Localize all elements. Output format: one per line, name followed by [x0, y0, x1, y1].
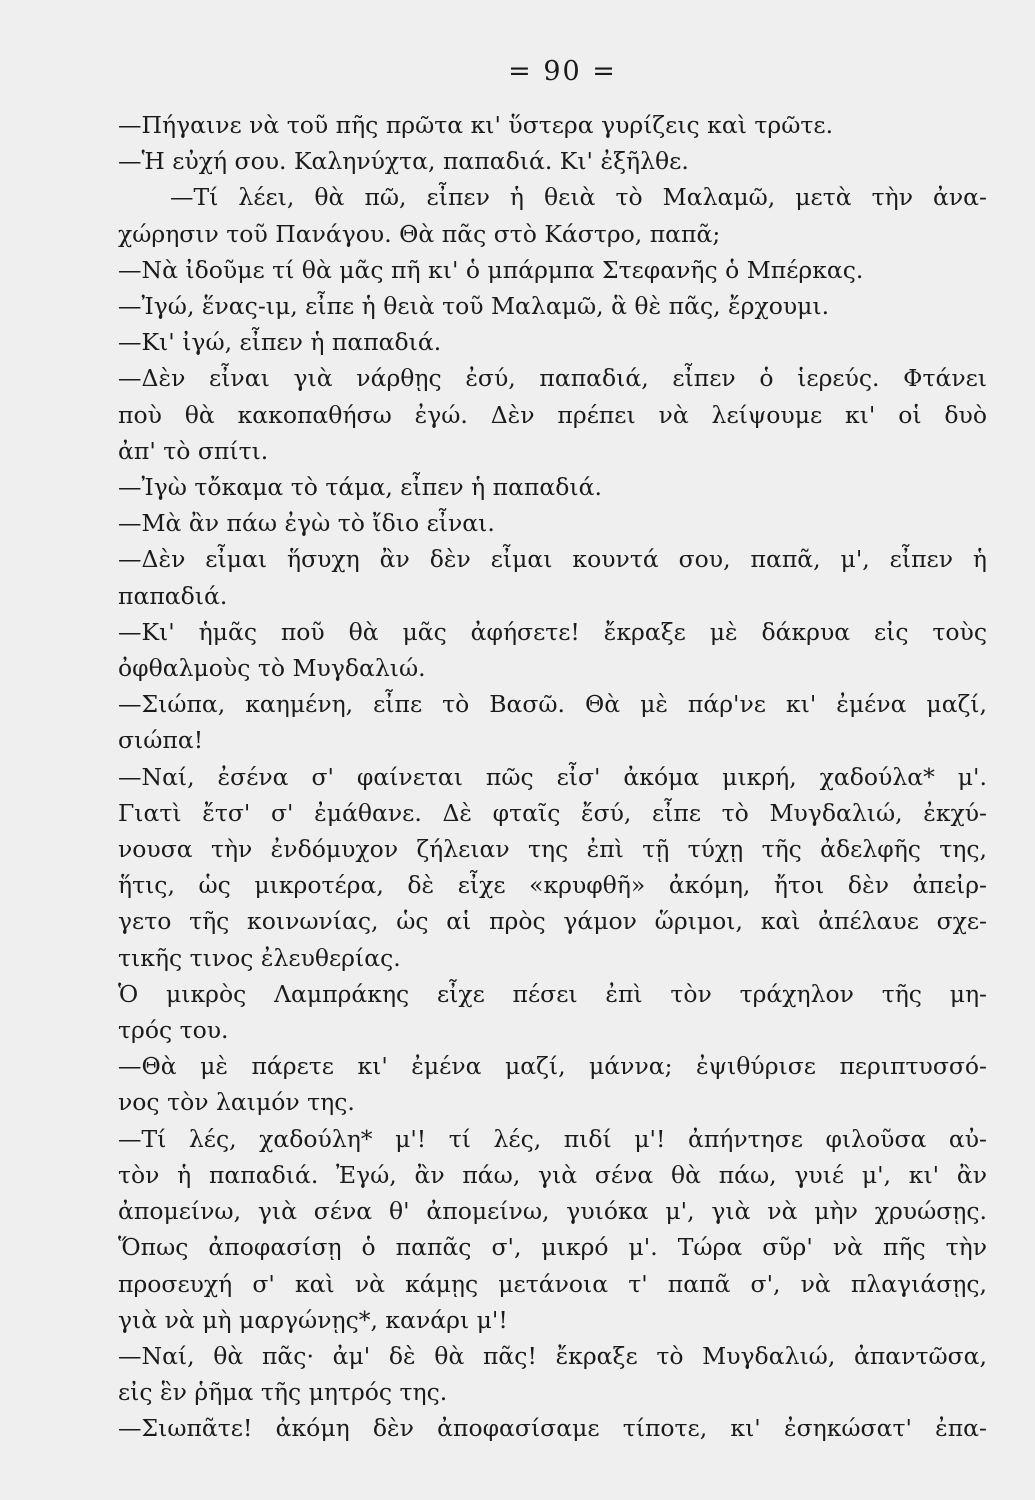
text-line: —Σιώπα, καημένη, εἶπε τὸ Βασῶ. Θὰ μὲ πάρ'νε κι' ἐμένα μαζί, [118, 690, 987, 719]
text-line: —Νὰ ἰδοῦμε τί θὰ μᾶς πῆ κι' ὁ μπάρμπα Στεφανῆς ὁ Μπέρκας. [118, 255, 864, 284]
text-line: —Ναί, ἐσένα σ' φαίνεται πῶς εἶσ' ἀκόμα μικρή, χαδούλα* μ'. [118, 762, 987, 791]
text-line: —Κι' ἡμᾶς ποῦ θὰ μᾶς ἀφήσετε! ἔκραξε μὲ δάκρυα εἰς τοὺς [118, 617, 987, 646]
text-line: —Ἡ εὐχή σου. Καληνύχτα, παπαδιά. Κι' ἐξῆλθε. [118, 147, 689, 176]
text-line: γετο τῆς κοινωνίας, ὡς αἱ πρὸς γάμον ὥριμοι, καὶ ἀπέλαυε σχε- [118, 907, 987, 936]
text-line: προσευχή σ' καὶ νὰ κάμῃς μετάνοια τ' παπᾶ σ', νὰ πλαγιάσῃς, [118, 1269, 987, 1298]
text-line: νουσα τὴν ἐνδόμυχον ζήλειαν της ἐπὶ τῇ τύχῃ τῆς ἀδελφῆς της, [118, 835, 987, 864]
body-text [118, 107, 987, 1447]
text-line: —Πήγαινε νὰ τοῦ πῆς πρῶτα κι' ὕστερα γυρίζεις καὶ τρῶτε. [118, 111, 834, 139]
page-number: = 90 = [508, 56, 617, 87]
text-line: ποὺ θὰ κακοπαθήσω ἐγώ. Δὲν πρέπει νὰ λείψουμε κι' οἱ δυὸ [118, 400, 987, 429]
text-line: ἥτις, ὡς μικροτέρα, δὲ εἶχε «κρυφθῆ» ἀκόμη, ἤτοι δὲν ἀπεἰρ- [118, 871, 987, 900]
text-line: —Δὲν εἶναι γιὰ νάρθῃς ἐσύ, παπαδιά, εἶπεν ὁ ἱερεύς. Φτάνει [118, 364, 987, 393]
text-line: —Τί λέει, θὰ πῶ, εἶπεν ἡ θειὰ τὸ Μαλαμῶ, μετὰ τὴν ἀνα- [170, 183, 987, 212]
text-line: —Μὰ ἂν πάω ἐγὼ τὸ ἴδιο εἶναι. [118, 509, 495, 538]
text-line: σιώπα! [118, 726, 204, 755]
text-line: τὸν ἡ παπαδιά. Ἐγώ, ἂν πάω, γιὰ σένα θὰ πάω, γυιέ μ', κι' ἂν [118, 1160, 987, 1189]
text-line: χώρησιν τοῦ Πανάγου. Θὰ πᾶς στὸ Κάστρο, παπᾶ; [118, 219, 721, 248]
text-line: ἀπ' τὸ σπίτι. [118, 436, 269, 465]
text-line: —Ναί, θὰ πᾶς· ἀμ' δὲ θὰ πᾶς! ἔκραξε τὸ Μυγδαλιώ, ἀπαντῶσα, [118, 1341, 987, 1370]
text-line: —Κι' ἰγώ, εἶπεν ἡ παπαδιά. [118, 328, 442, 357]
text-line: —Τί λές, χαδούλη* μ'! τί λές, πιδί μ'! ἀπήντησε φιλοῦσα αὐ- [118, 1124, 987, 1153]
text-line: —Σιωπᾶτε! ἀκόμη δὲν ἀποφασίσαμε τίποτε, κι' ἐσηκώσατ' ἐπα- [118, 1414, 987, 1443]
text-line: τικῆς τινος ἐλευθερίας. [118, 943, 401, 972]
text-line: Ὁ μικρὸς Λαμπράκης εἶχε πέσει ἐπὶ τὸν τράχηλον τῆς μη- [118, 979, 987, 1008]
text-line: —Ἰγὼ τὄκαμα τὸ τάμα, εἶπεν ἡ παπαδιά. [118, 473, 602, 502]
text-line: —Θὰ μὲ πάρετε κι' ἐμένα μαζί, μάννα; ἐψιθύρισε περιπτυσσό- [118, 1052, 987, 1081]
text-line: —Ἰγώ, ἕνας-ιμ, εἶπε ἡ θειὰ τοῦ Μαλαμῶ, ἃ θὲ πᾶς, ἔρχουμι. [118, 292, 830, 321]
text-line: τρός του. [118, 1016, 229, 1045]
text-line: νος τὸν λαιμόν της. [118, 1088, 355, 1117]
text-line: γιὰ νὰ μὴ μαργώνῃς*, κανάρι μ'! [118, 1305, 508, 1334]
text-line: παπαδιά. [118, 581, 228, 610]
text-line: εἰς ἓν ῥῆμα τῆς μητρός της. [118, 1378, 448, 1407]
text-line: ἀπομείνω, γιὰ σένα θ' ἀπομείνω, γυιόκα μ', γιὰ νὰ μὴν χρυώσῃς. [118, 1197, 987, 1226]
text-line: —Δὲν εἶμαι ἥσυχη ἂν δὲν εἶμαι κουντά σου, παπᾶ, μ', εἶπεν ἡ [118, 545, 987, 574]
text-line: Γιατὶ ἔτσ' σ' ἐμάθανε. Δὲ φταῖς ἔσύ, εἶπε τὸ Μυγδαλιώ, ἐκχύ- [118, 798, 987, 827]
text-line: Ὅπως ἀποφασίσῃ ὁ παπᾶς σ', μικρό μ'. Τώρα σῦρ' νὰ πῆς τὴν [118, 1233, 987, 1262]
text-line: ὀφθαλμοὺς τὸ Μυγδαλιώ. [118, 654, 426, 683]
